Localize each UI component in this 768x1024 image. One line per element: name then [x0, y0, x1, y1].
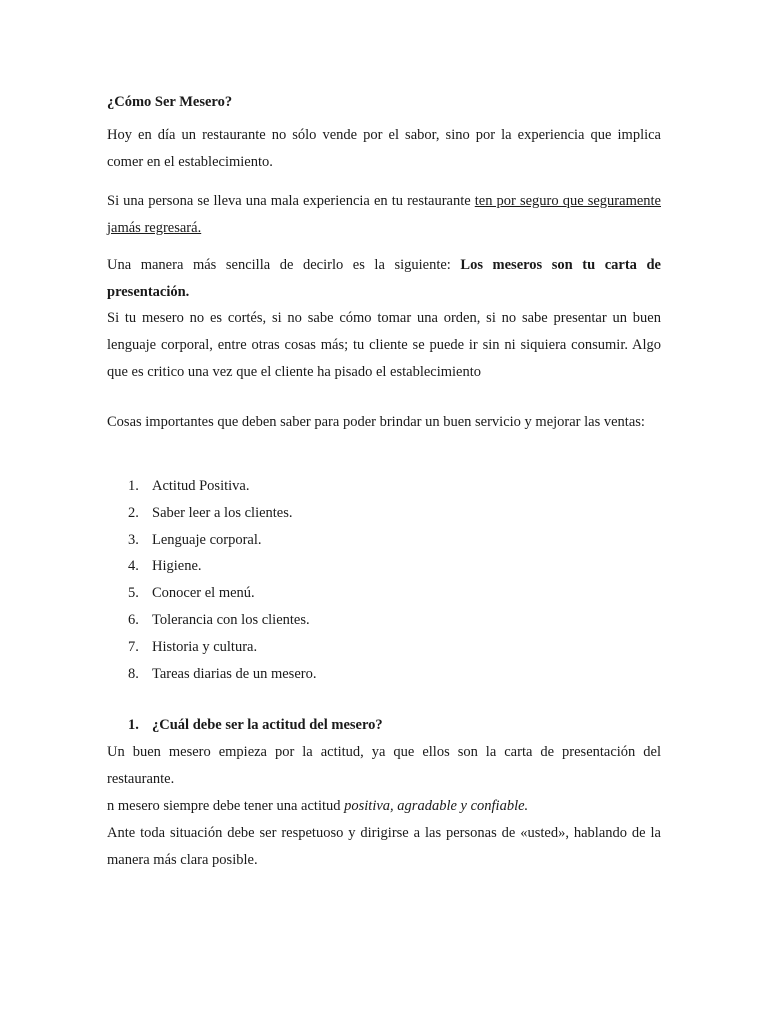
attitude-paragraph: Un buen mesero empieza por la actitud, ya que ellos son la carta de presentación del restaurante.	[107, 744, 661, 787]
list-number: 4.	[128, 558, 139, 575]
list-number: 6.	[128, 611, 139, 628]
qualities-italic: positiva, agradable y confiable.	[344, 798, 529, 814]
list-text: Tareas diarias de un mesero.	[152, 665, 317, 682]
experience-text: Si una persona se lleva una mala experiencia en tu restaurante	[107, 193, 475, 209]
list-text: Actitud Positiva.	[152, 478, 250, 494]
list-item	[128, 500, 316, 527]
presentation-text: Una manera más sencilla de decirlo es la siguiente:	[107, 257, 461, 273]
list-item	[128, 661, 316, 688]
list-text: Saber leer a los clientes.	[152, 504, 293, 521]
list-text: Tolerancia con los clientes.	[152, 611, 310, 628]
list-item	[128, 580, 316, 607]
qualities-text: n mesero siempre debe tener una actitud	[107, 798, 345, 814]
document-title: ¿Cómo Ser Mesero?	[107, 94, 233, 110]
list-item	[128, 473, 316, 500]
experience-paragraph	[107, 188, 661, 242]
list-number: 8.	[128, 665, 139, 682]
list-number: 1.	[128, 478, 139, 494]
presentation-bold: Los meseros son tu carta de presentación.	[107, 257, 661, 300]
attitude-qualities-paragraph	[107, 793, 661, 820]
list-text: Lenguaje corporal.	[152, 531, 262, 548]
underlined-warning: ten por seguro que seguramente jamás regresará.	[107, 193, 661, 236]
intro-paragraph: Hoy en día un restaurante no sólo vende por el sabor, sino por la experiencia que implica comer en el establecimiento.	[107, 127, 661, 170]
respect-paragraph: Ante toda situación debe ser respetuoso y dirigirse a las personas de «usted», hablando de la manera más clara posible.	[107, 825, 661, 868]
list-item	[128, 634, 316, 661]
list-item	[128, 527, 316, 554]
list-number: 3.	[128, 531, 139, 548]
list-item	[128, 607, 316, 634]
list-number: 7.	[128, 638, 139, 655]
courtesy-paragraph: Si tu mesero no es cortés, si no sabe cómo tomar una orden, si no sabe presentar un buen lenguaje corporal, entre otras cosas más; tu cliente se puede ir sin ni siquiera consumir. Algo que es critico una vez que el cliente ha pisado el establecimiento	[107, 310, 661, 380]
list-number: 5.	[128, 585, 139, 602]
list-number: 2.	[128, 504, 139, 521]
important-things-paragraph: Cosas importantes que deben saber para poder brindar un buen servicio y mejorar las ventas:	[107, 414, 645, 430]
section-heading	[128, 712, 383, 739]
section-number: 1.	[128, 717, 139, 733]
list-text: Historia y cultura.	[152, 638, 258, 655]
section-title: ¿Cuál debe ser la actitud del mesero?	[152, 717, 383, 733]
list-item	[128, 553, 316, 580]
presentation-paragraph	[107, 252, 661, 306]
list-text: Conocer el menú.	[152, 585, 255, 602]
important-list	[128, 473, 316, 687]
list-text: Higiene.	[152, 558, 202, 575]
